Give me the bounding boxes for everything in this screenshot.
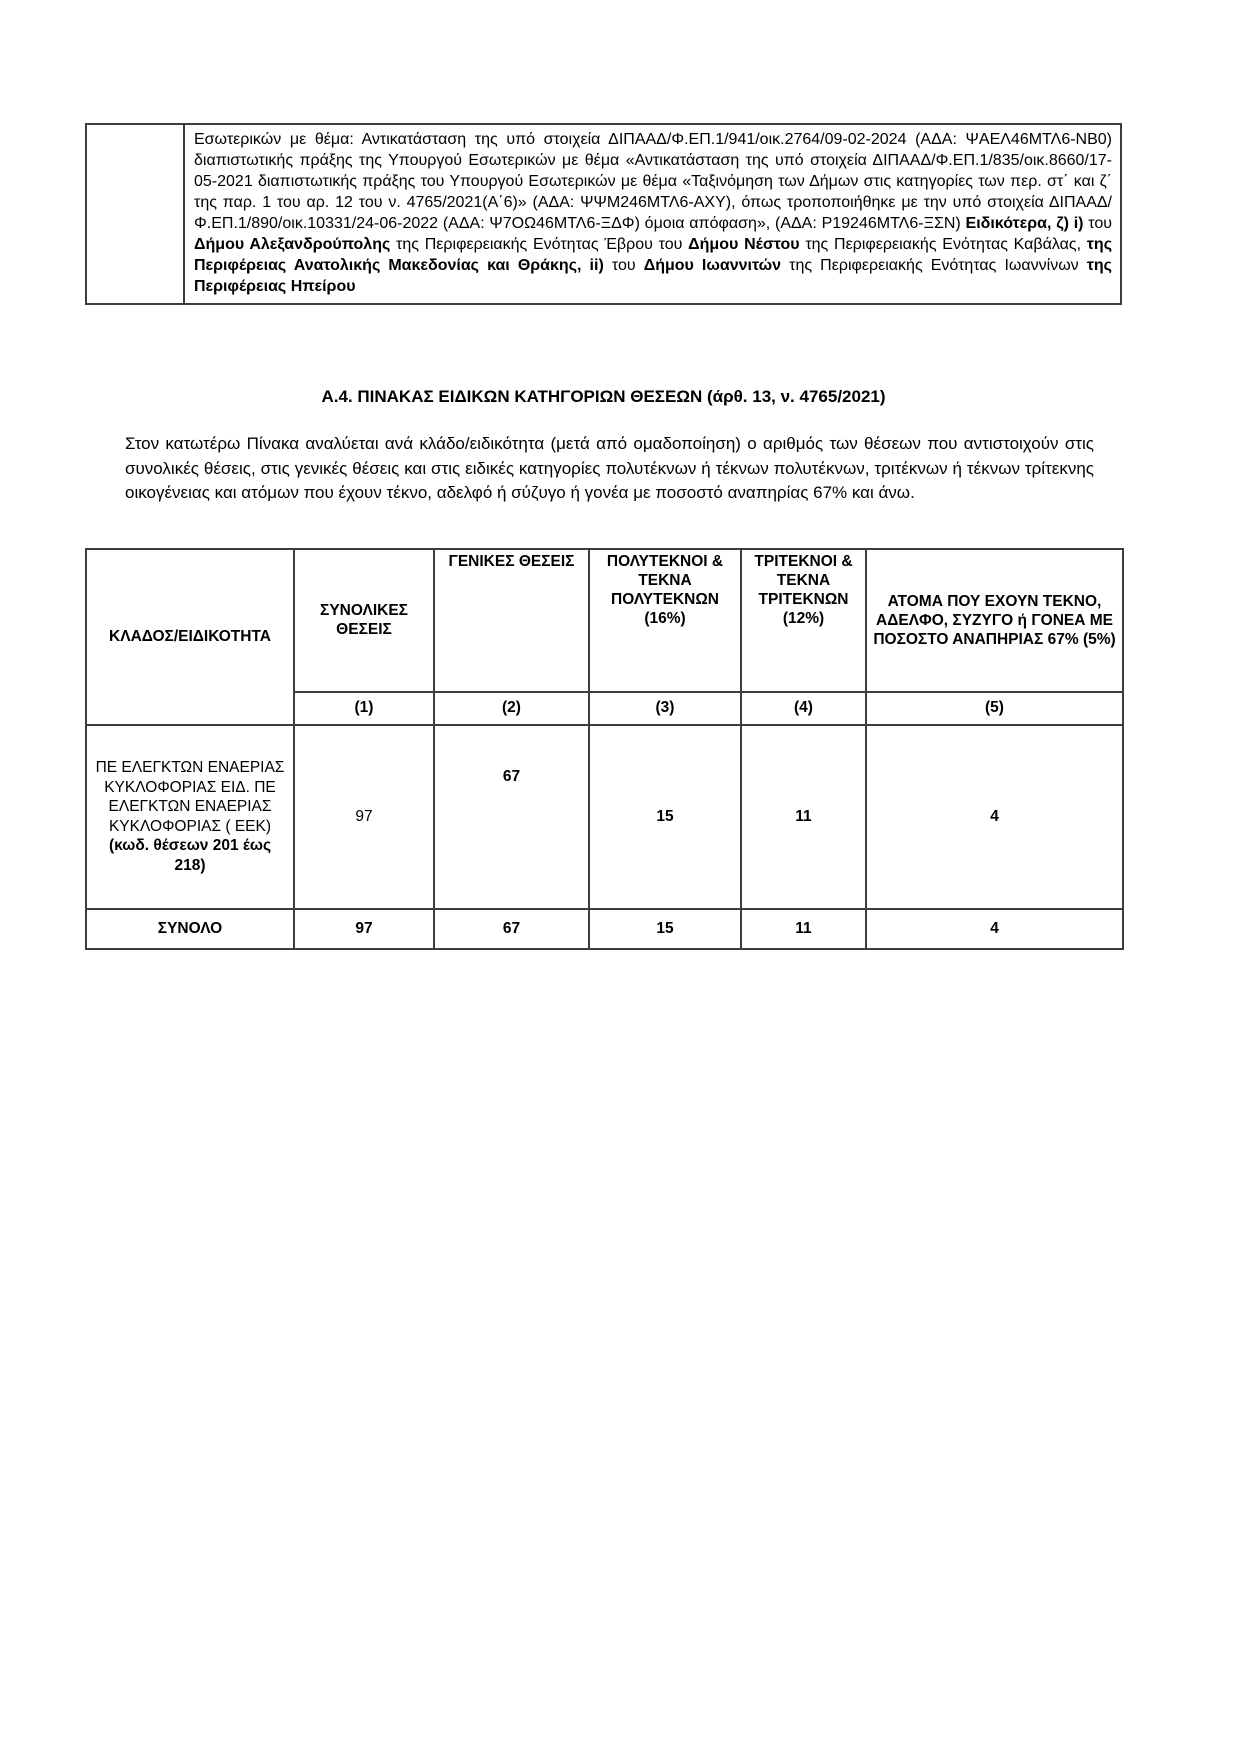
continuation-table-stub-cell: [86, 124, 184, 304]
col-header-triteknoi: ΤΡΙΤΕΚΝΟΙ & ΤΕΚΝΑ ΤΡΙΤΕΚΝΩΝ (12%): [741, 549, 866, 692]
col-header-atoma-anapirias: ΑΤΟΜΑ ΠΟΥ ΕΧΟΥΝ ΤΕΚΝΟ, ΑΔΕΛΦΟ, ΣΥΖΥΓΟ ή ΓΟΝΕΑ ΜΕ ΠΟΣΟΣΤΟ ΑΝΑΠΗΡΙΑΣ 67% (5%): [866, 549, 1123, 692]
page-content: [85, 0, 1122, 950]
col-header-synolikes: ΣΥΝΟΛΙΚΕΣ ΘΕΣΕΙΣ: [294, 549, 434, 692]
specialty-name: ΠΕ ΕΛΕΓΚΤΩΝ ΕΝΑΕΡΙΑΣ ΚΥΚΛΟΦΟΡΙΑΣ ΕΙΔ. ΠΕ ΕΛΕΓΚΤΩΝ ΕΝΑΕΡΙΑΣ ΚΥΚΛΟΦΟΡΙΑΣ ( ΕΕΚ) (κωδ. θέσεων 201 έως 218): [86, 725, 294, 909]
value-polyteknoi: 15: [589, 725, 741, 909]
total-row-label: ΣΥΝΟΛΟ: [86, 909, 294, 949]
positions-table: [85, 548, 1124, 950]
col-number-2: (2): [434, 692, 589, 725]
col-number-5: (5): [866, 692, 1123, 725]
continuation-table: [85, 123, 1122, 305]
value-general-positions: 67: [434, 725, 589, 909]
data-row-specialty: [86, 725, 1123, 909]
col-number-1: (1): [294, 692, 434, 725]
table-row: [86, 124, 1121, 304]
total-general-positions: 67: [434, 909, 589, 949]
col-header-polyteknoi: ΠΟΛΥΤΕΚΝΟΙ & ΤΕΚΝΑ ΠΟΛΥΤΕΚΝΩΝ (16%): [589, 549, 741, 692]
total-polyteknoi: 15: [589, 909, 741, 949]
continuation-text: Εσωτερικών με θέμα: Αντικατάσταση της υπό στοιχεία ΔΙΠΑΑΔ/Φ.ΕΠ.1/941/οικ.2764/09-02-2024 (ΑΔΑ: ΨΑΕΛ46ΜΤΛ6-ΝΒ0) διαπιστωτικής πράξης της Υπουργού Εσωτερικών με θέμα «Αντικατάσταση της υπό στοιχεία ΔΙΠΑΑΔ/Φ.ΕΠ.1/835/οικ.8660/17-05-2021 διαπιστωτικής πράξης του Υπουργού Εσωτερικών με θέμα «Ταξινόμηση των Δήμων στις κατηγορίες των περ. στ΄ και ζ΄ της παρ. 1 του αρ. 12 του ν. 4765/2021(Α΄6)» (ΑΔΑ: ΨΨΜ246ΜΤΛ6-ΑΧΥ), όπως τροποποιήθηκε με την υπό στοιχεία ΔΙΠΑΑΔ/Φ.ΕΠ.1/890/οικ.10331/24-06-2022 (ΑΔΑ: Ψ7ΟΩ46ΜΤΛ6-ΞΔΦ) όμοια απόφαση», (ΑΔΑ: Ρ19246ΜΤΛ6-ΞΣΝ) Ειδικότερα, ζ) i) του Δήμου Αλεξανδρούπολης της Περιφερειακής Ενότητας Έβρου του Δήμου Νέστου της Περιφερειακής Ενότητας Καβάλας, της Περιφέρειας Ανατολικής Μακεδονίας και Θράκης, ii) του Δήμου Ιωαννιτών της Περιφερειακής Ενότητας Ιωαννίνων της Περιφέρειας Ηπείρου: [184, 124, 1121, 304]
value-total-positions: 97: [294, 725, 434, 909]
total-triteknoi: 11: [741, 909, 866, 949]
header-row: [86, 549, 1123, 692]
col-number-3: (3): [589, 692, 741, 725]
col-header-klados: ΚΛΑΔΟΣ/ΕΙΔΙΚΟΤΗΤΑ: [86, 549, 294, 725]
value-disability: 4: [866, 725, 1123, 909]
intro-paragraph: Στον κατωτέρω Πίνακα αναλύεται ανά κλάδο/ειδικότητα (μετά από ομαδοποίηση) ο αριθμός των θέσεων που αντιστοιχούν στις συνολικές θέσεις, στις γενικές θέσεις και στις ειδικές κατηγορίες πολυτέκνων ή τέκνων πολυτέκνων, τριτέκνων ή τέκνων τρίτεκνης οικογένειας και ατόμων που έχουν τέκνο, αδελφό ή σύζυγο ή γονέα με ποσοστό αναπηρίας 67% και άνω.: [125, 434, 1094, 502]
value-triteknoi: 11: [741, 725, 866, 909]
total-disability: 4: [866, 909, 1123, 949]
total-row: [86, 909, 1123, 949]
total-total-positions: 97: [294, 909, 434, 949]
section-heading: Α.4. ΠΙΝΑΚΑΣ ΕΙΔΙΚΩΝ ΚΑΤΗΓΟΡΙΩΝ ΘΕΣΕΩΝ (άρθ. 13, ν. 4765/2021): [321, 387, 886, 406]
col-number-4: (4): [741, 692, 866, 725]
col-header-genikes: ΓΕΝΙΚΕΣ ΘΕΣΕΙΣ: [434, 549, 589, 692]
